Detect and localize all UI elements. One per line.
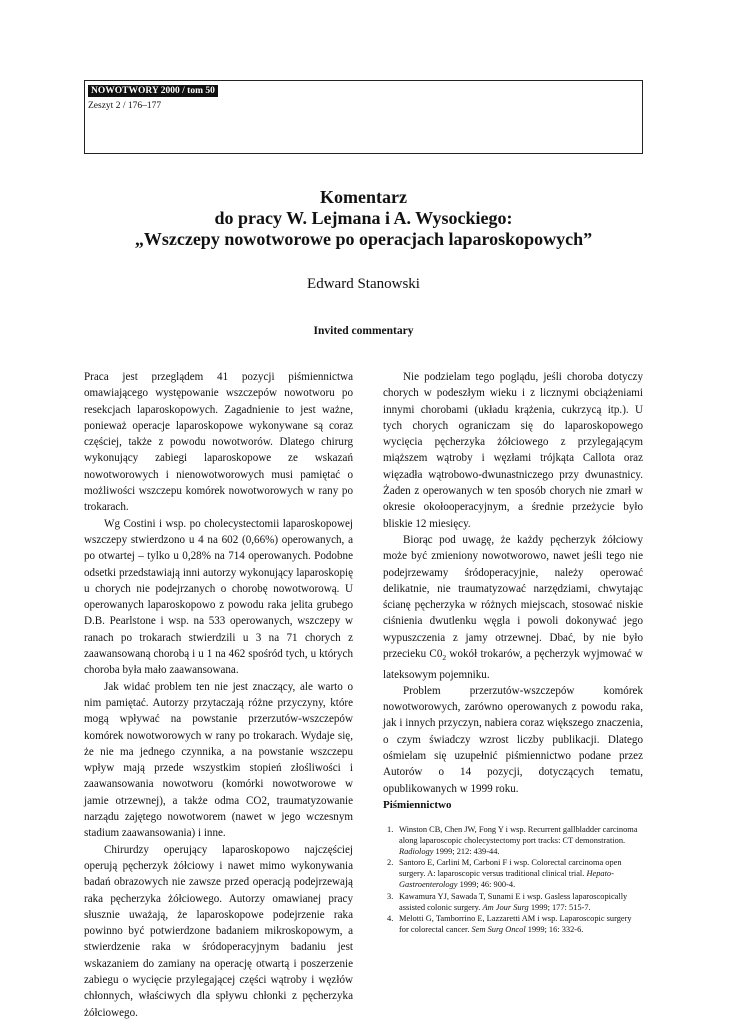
- references-list: [383, 824, 643, 935]
- reference-details: 1999; 212: 439-44.: [433, 847, 500, 857]
- reference-item: [383, 857, 643, 890]
- article-subtitle: Invited commentary: [313, 325, 414, 337]
- references-heading: Piśmiennictwo: [383, 799, 452, 811]
- author-name: Edward Stanowski: [307, 276, 420, 292]
- reference-number: 4.: [387, 913, 394, 923]
- paragraph: Nie podzielam tego poglądu, jeśli choroba dotyczy chorych w podeszłym wieku i z licznymi obciążeniami innymi chorobami (układu krążenia, cukrzycą itp.). U tych chorych ograniczam się do laparoskopowego wycięcia pęcherzyka żółciowego z przylegającym miąższem wątroby i węzłami trójkąta Callota oraz więzadła wątrobowo-dwunastniczego przy dwunastnicy. Żaden z operowanych w ten sposób chorych nie zmarł w okresie okołooperacyjnym, a średnie przeżycie było bliskie 12 miesięcy.: [383, 371, 643, 530]
- reference-item: [383, 913, 643, 935]
- reference-details: 1999; 177: 515-7.: [528, 902, 591, 912]
- paragraph-text: Biorąc pod uwagę, że każdy pęcherzyk żółciowy może być zmieniony nowotworowo, nawet jeśli tego nie podejrzewamy śródoperacyjnie, należy operować delikatnie, nie traumatyzować narzędziami, chwytając ścianę pęcherzyka w różnych miejscach, stosować niskie ciśnienia dwutlenku węgla i powoli dokonywać jego wypuszczenia z jamy otrzewnej. Dbać, by nie było przecieku C0: [383, 533, 643, 661]
- reference-text: Melotti G, Tamborrino E, Lazzaretti AM i wsp. Laparoscopic surgery for colorectal cancer.: [399, 913, 632, 934]
- reference-text: Santoro E, Carlini M, Carboni F i wsp. Colorectal carcinoma open surgery. A: laparoscopic versus traditional clinical trial.: [399, 858, 622, 879]
- reference-text: Winston CB, Chen JW, Fong Y i wsp. Recurrent gallbladder carcinoma along laparoscopic cholecystectomy port tracks: CT demonstration.: [399, 825, 638, 846]
- reference-item: [383, 891, 643, 913]
- paragraph-text: wokół trokarów, a pęcherzyk wyjmować w lateksowym pojemniku.: [383, 648, 643, 681]
- title-line-1: Komentarz: [320, 187, 407, 207]
- article-title: [84, 187, 643, 250]
- right-column: [383, 369, 643, 797]
- title-line-2: do pracy W. Lejmana i A. Wysockiego:: [214, 208, 513, 228]
- title-line-3: „Wszczepy nowotworowe po operacjach laparoskopowych”: [134, 229, 593, 249]
- reference-item: [383, 824, 643, 857]
- reference-journal: Radiology: [399, 847, 434, 857]
- paragraph: Praca jest przeglądem 41 pozycji piśmiennictwa omawiającego występowanie wszczepów nowotworu po resekcjach laparoskopowych. Zagadnienie to jest ważne, ponieważ operacje laparoskopowe wykonywane są coraz częściej, także z powodu nowotworów. Dlatego chirurg wykonujący zabiegi laparoskopowe ze wskazań nowotworowych i nienowotworowych musi pamiętać o możliwości wszczepu komórek nowotworowych w rany po trokarach.: [84, 371, 353, 514]
- reference-journal: Sem Surg Oncol: [471, 924, 526, 934]
- paragraph: Jak widać problem ten nie jest znaczący, ale warto o nim pamiętać. Autorzy przytaczają różne przyczyny, które mogą wpływać na powstanie przerzutów-wszczepów komórek nowotworowych w rany po trokarach. Wydaje się, że nie ma jednego czynnika, a na powstanie wszczepu wpływ mają przede wszystkim stopień złośliwości i zaawansowania nowotworu (komórki nowotworowe w jamie otrzewnej), a także odma CO2, traumatyzowanie narządu zajętego nowotworem (nawet w jego wczesnym stadium zaawansowania) i inne.: [84, 680, 353, 840]
- reference-number: 3.: [387, 891, 394, 901]
- reference-text: Kawamura YJ, Sawada T, Sunami E i wsp. Gasless laparoscopically assisted colonic surgery.: [399, 891, 628, 912]
- reference-number: 2.: [387, 858, 394, 868]
- issue-line: Zeszyt 2 / 176–177: [88, 101, 162, 111]
- reference-number: 1.: [387, 825, 394, 834]
- journal-header-box: [84, 80, 643, 154]
- reference-details: 1999; 46: 900-4.: [457, 880, 516, 890]
- reference-details: 1999; 16: 332-6.: [525, 924, 584, 934]
- left-column: [84, 369, 353, 1021]
- reference-journal: Hepato-Gastroenterology: [399, 869, 614, 890]
- paragraph: Wg Costini i wsp. po cholecystectomii laparoskopowej wszczepy stwierdzono u 4 na 602 (0,66%) operowanych, a po otwartej – tylko u 0,28% na 714 operowanych. Podobne odsetki przedstawiają inni autorzy wykonujący laparoskopię u chorych nie podejrzanych o chorobę nowotworową. U operowanych laparoskopowo z powodu raka jelita grubego D.B. Pearlstone i wsp. na 533 operowanych, wszczepy w ranach po trokarach stwierdzili u 3 na 71 chorych z zaawansowaną chorobą i u 1 na 462 spośród tych, u których choroba była mało zaawansowana.: [84, 517, 353, 677]
- paragraph: Problem przerzutów-wszczepów komórek nowotworowych, zarówno operowanych z powodu raka, jak i innych przyczyn, nabiera coraz większego znaczenia, o czym świadczy wzrost liczby publikacji. Dlatego ośmielam się uzupełnić piśmiennictwo podane przez Autorów o 14 pozycji, dotyczących tematu, opublikowanych w 1999 roku.: [383, 684, 643, 795]
- paragraph: [383, 532, 643, 683]
- subscript: 2: [442, 653, 447, 663]
- paragraph: Chirurdzy operujący laparoskopowo najczęściej operują pęcherzyk żółciowy i nawet mimo wykonywania badań obrazowych nie zawsze przed operacją podejrzewają raka pęcherzyka żółciowego. Autorzy omawianej pracy słusznie uważają, że laparoskopowe podejrzenie raka powinno być potwierdzone badaniem mikroskopowym, a stwierdzenie raka w śródoperacyjnym badaniu jest wskazaniem do zamiany na operację otwartą i poszerzenie zabiegu o wycięcie przylegającej części wątroby i węzłów chłonnych, właściwych dla spływu chłonki z pęcherzyka żółciowego.: [84, 843, 353, 1019]
- reference-journal: Am Jour Surg: [482, 902, 529, 912]
- journal-tag: NOWOTWORY 2000 / tom 50: [88, 85, 218, 97]
